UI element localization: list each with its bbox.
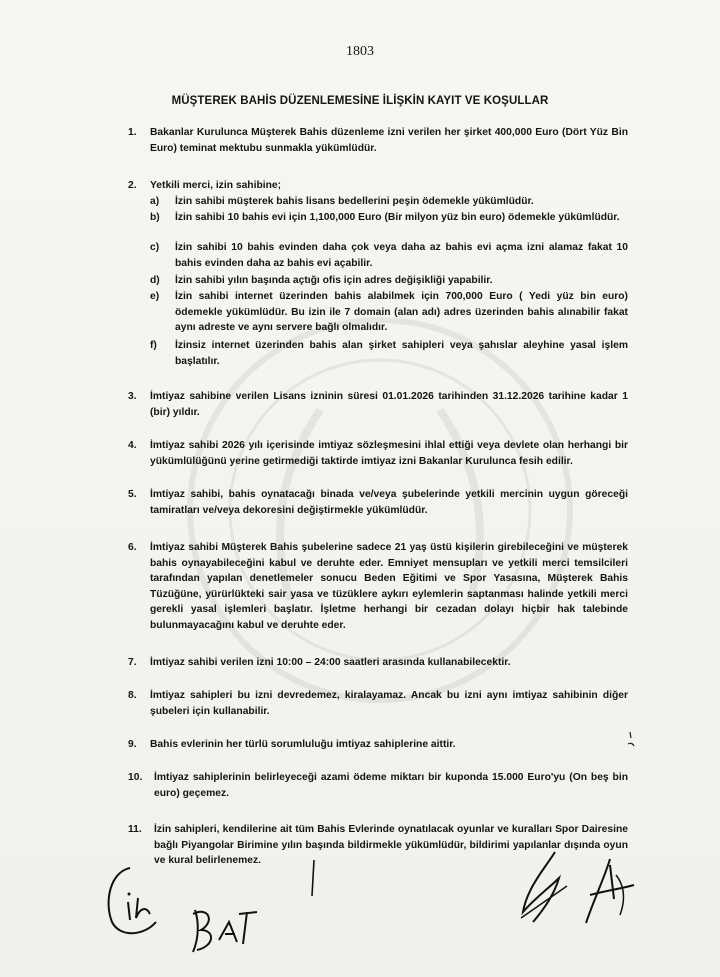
clause-text: İmtiyaz sahibi Müşterek Bahis şubelerine sadece 21 yaş üstü kişilerin girebileceğini ve müşterek bahis oynayabileceğini kabul ve deruhte eder. Emniyet mensupları ve yetkili merci temsilcileri tarafından yapılan denetlemeler sonucu Beden Eğitimi ve Spor Yasasına, Müşterek Bahis Tüzüğüne, yürürlükteki sair yasa ve tüzüklere aykırı eylemlerin saptanması halinde yetkili merci gerekli yasal işlemleri başlatır. İşletme herhangi bir cezadan dolayı hiçbir hak talebinde bulunmayacağını kabul ve deruhte eder. (150, 542, 628, 631)
clause-text: İmtiyaz sahibine verilen Lisans izninin süresi 01.01.2026 tarihinden 31.12.2026 tarihine kadar 1 (bir) yıldır. (150, 391, 628, 418)
clause-number: 4. (128, 440, 137, 451)
sub-clause-text: İzinsiz internet üzerinden bahis alan şirket sahipleri veya şahıslar aleyhine yasal işlem başlatılır. (175, 340, 628, 367)
clause-text: Yetkili merci, izin sahibine; (150, 180, 282, 191)
clause-number: 10. (128, 772, 143, 783)
clause-number: 3. (128, 391, 137, 402)
clause-number: 2. (128, 180, 137, 191)
signature-right-1 (515, 848, 575, 928)
clause-number: 8. (128, 690, 137, 701)
pen-stroke-mark (300, 858, 330, 898)
sub-clause-text: İzin sahibi 10 bahis evi için 1,100,000 Euro (Bir milyon yüz bin euro) ödemekle yükümlüdür. (175, 212, 620, 223)
clause-text: Bahis evlerinin her türlü sorumluluğu imtiyaz sahiplerine aittir. (150, 739, 456, 750)
clause-text: İmtiyaz sahibi, bahis oynatacağı binada ve/veya şubelerinde yetkili mercinin uygun göreceği tamiratları ve/veya dekoresini değiştirmekle yükümlüdür. (150, 489, 628, 516)
sub-clause-text: İzin sahibi internet üzerinden bahis alabilmek için 700,000 Euro ( Yedi yüz bin euro) ödemekle yükümlüdür. Bu izin ile 7 domain (alan adı) adres üzerinden bahis alınabilir fakat aynı adreste ve aynı servere bağlı olmalıdır. (175, 291, 628, 333)
sub-clause-letter: c) (150, 242, 160, 253)
clause-text: İmtiyaz sahiplerinin belirleyeceği azami ödeme miktarı bir kuponda 15.000 Euro'yu (On beş bin euro) geçemez. (154, 772, 628, 799)
sub-clause-letter: f) (150, 340, 157, 351)
sub-clause-letter: b) (150, 212, 160, 223)
clause-number: 11. (128, 824, 142, 835)
sub-clause-letter: e) (150, 291, 160, 302)
signature-right-2 (580, 855, 640, 930)
document-title: MÜŞTEREK BAHİS DÜZENLEMESİNE İLİŞKİN KAYIT VE KOŞULLAR (171, 95, 549, 107)
clause-number: 9. (128, 739, 137, 750)
clause-text: İmtiyaz sahibi 2026 yılı içerisinde imtiyaz sözleşmesini ihlal ettiği veya devlete olan herhangi bir yükümlülüğünü yerine getirmediği taktirde imtiyaz izni Bakanlar Kurulunca fesih edilir. (150, 440, 628, 467)
sub-clause-text: İzin sahibi 10 bahis evinden daha çok veya daha az bahis evi açma izni alamaz fakat 10 bahis evinden daha az bahis evi açabilir. (175, 242, 628, 269)
sub-clause-text: İzin sahibi müşterek bahis lisans bedellerini peşin ödemekle yükümlüdür. (175, 196, 534, 207)
clause-number: 1. (128, 127, 137, 138)
initials-signature-left (100, 862, 170, 942)
clause-number: 7. (128, 657, 137, 668)
clause-text: İmtiyaz sahipleri bu izni devredemez, kiralayamaz. Ancak bu izni aynı imtiyaz sahibinin diğer şubeleri için kullanabilir. (150, 690, 628, 717)
sub-clause-letter: d) (150, 275, 160, 286)
clause-number: 5. (128, 489, 137, 500)
clause-text: Bakanlar Kurulunca Müşterek Bahis düzenleme izni verilen her şirket 400,000 Euro (Dört Yüz Bin Euro) teminat mektubu sunmakla yükümlüdür. (150, 127, 628, 154)
clause-text: İzin sahipleri, kendilerine ait tüm Bahis Evlerinde oynatılacak oyunlar ve kuralları Spor Dairesine bağlı Piyangolar Birimine yılın başında bildirmekle yükümlüdür, bildirimi yapılanlar dışında oyun ve kural belirlenemez. (154, 824, 628, 866)
page-number: 1803 (346, 44, 374, 59)
clause-text: İmtiyaz sahibi verilen izni 10:00 – 24:00 saatleri arasında kullanabilecektir. (150, 657, 511, 668)
clause-number: 6. (128, 542, 137, 553)
sub-clause-text: İzin sahibi yılın başında açtığı ofis için adres değişikliği yapabilir. (175, 275, 493, 286)
sub-clause-letter: a) (150, 196, 160, 207)
initials-signature-middle (185, 900, 265, 960)
margin-mark (624, 730, 638, 754)
